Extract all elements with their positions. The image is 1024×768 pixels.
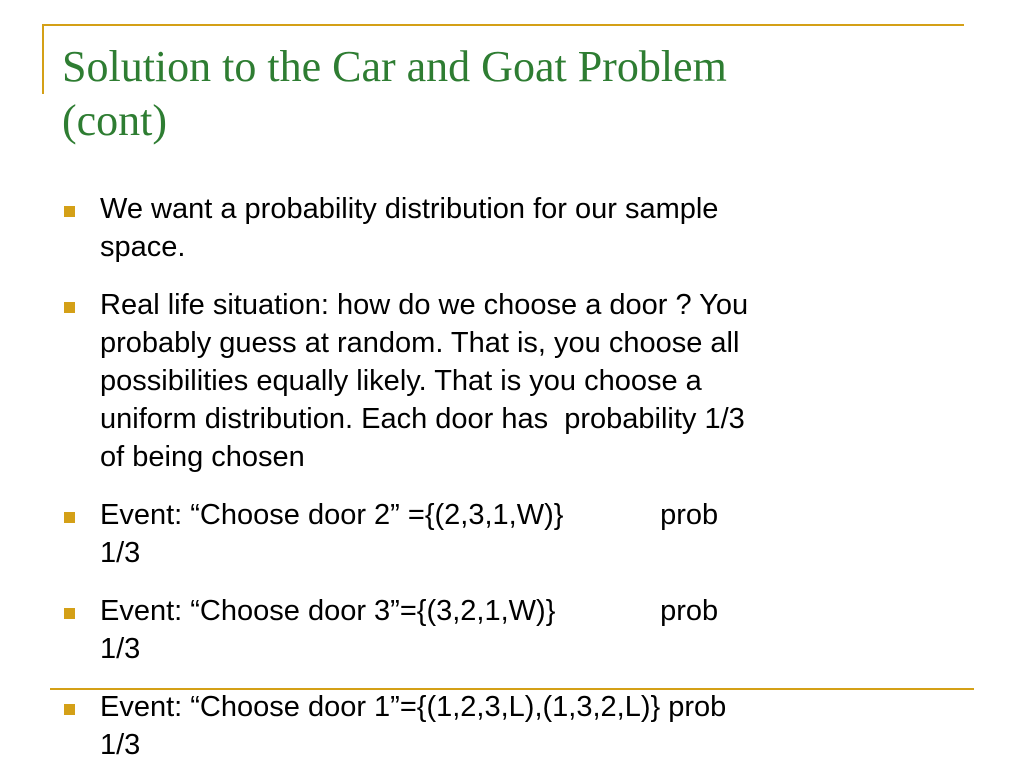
bullet-text-line: possibilities equally likely. That is you choose a xyxy=(100,365,702,397)
bullet-text-line: uniform distribution. Each door has probability 1/3 xyxy=(100,403,745,435)
bullet-item-door-1 xyxy=(62,688,952,764)
bullet-text-line: Event: “Choose door 1”={(1,2,3,L),(1,3,2,L)} prob xyxy=(100,691,727,723)
bullet-text-line: space. xyxy=(100,231,186,263)
bottom-rule xyxy=(50,688,974,690)
bullet-text-line: probably guess at random. That is, you choose all xyxy=(100,327,740,359)
bullet-text-line: Event: “Choose door 3”={(3,2,1,W)} prob xyxy=(100,595,719,627)
bullet-text-line: of being chosen xyxy=(100,441,305,473)
bullet-text-line: 1/3 xyxy=(100,729,141,761)
bullet-item-real-life xyxy=(62,286,952,476)
square-bullet-icon xyxy=(64,206,75,217)
bullet-text-line: Event: “Choose door 2” ={(2,3,1,W)} prob xyxy=(100,499,719,531)
square-bullet-icon xyxy=(64,512,75,523)
bullet-item-sample-space xyxy=(62,190,952,266)
bullet-text-line: 1/3 xyxy=(100,537,141,569)
slide-title-line-1: Solution to the Car and Goat Problem xyxy=(62,42,727,91)
bullet-text-line: We want a probability distribution for our sample xyxy=(100,193,719,225)
square-bullet-icon xyxy=(64,608,75,619)
bullet-item-door-3 xyxy=(62,592,952,668)
bullet-item-door-2 xyxy=(62,496,952,572)
square-bullet-icon xyxy=(64,704,75,715)
top-rule xyxy=(42,24,964,26)
square-bullet-icon xyxy=(64,302,75,313)
bullet-list xyxy=(62,190,952,768)
bullet-text-line: Real life situation: how do we choose a door ? You xyxy=(100,289,749,321)
left-rule xyxy=(42,24,44,94)
slide-title xyxy=(62,40,982,148)
bullet-text-line: 1/3 xyxy=(100,633,141,665)
slide-title-line-2: (cont) xyxy=(62,96,168,145)
